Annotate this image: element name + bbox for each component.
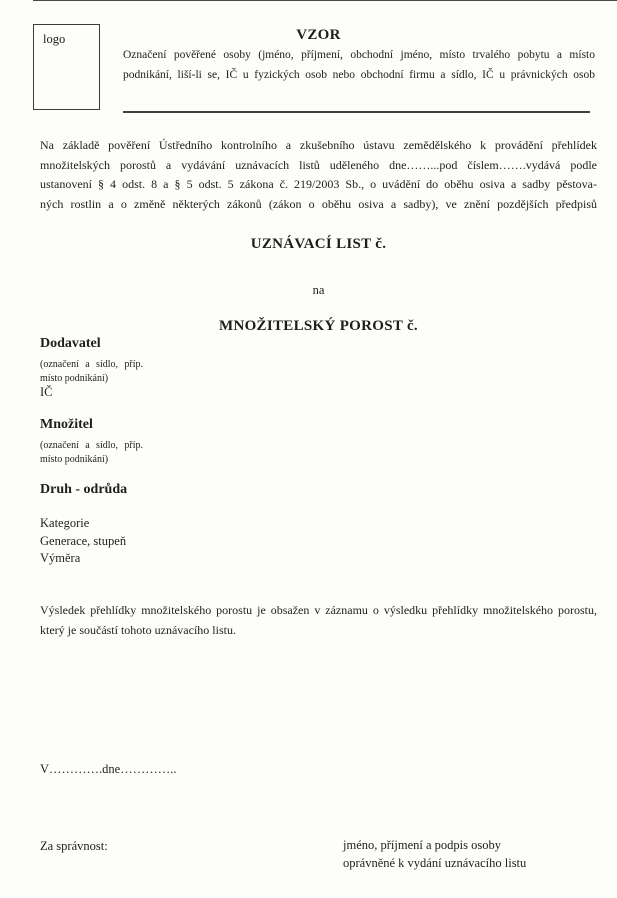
supplier-note-line: místo podnikání) <box>40 372 109 384</box>
generation-grade-label: Generace, stupeň <box>40 534 127 548</box>
result-line: který je součástí tohoto uznávacího listu. <box>40 622 236 637</box>
header-divider <box>123 111 590 113</box>
certificate-title: UZNÁVACÍ LIST č. <box>250 236 387 252</box>
place-date-line: V………….dne………….. <box>40 762 177 776</box>
signatory-line: jméno, příjmení a podpis osoby <box>343 838 501 852</box>
intro-line: ustanovení § 4 odst. 8 a § 5 odst. 5 zákona č. 219/2003 Sb., o uvádění do oběhu osiva a sadby pěstova- <box>40 177 597 191</box>
intro-line: Na základě pověření Ústředního kontrolního a zkušebního ústavu zemědělského k provádění přehlídek <box>40 138 597 152</box>
grower-note-line: místo podnikání) <box>40 453 109 465</box>
signatory-line: oprávněné k vydání uznávacího listu <box>343 855 527 870</box>
title-connector: na <box>312 283 325 297</box>
supplier-note-line: (označení a sídlo, příp. <box>40 359 143 370</box>
intro-line: množitelských porostů a vydávání uznávacích listů uděleného dne……...pod číslem…….vydává podle <box>40 157 597 172</box>
grower-label: Množitel <box>40 417 93 432</box>
scan-artifact-line <box>33 0 617 1</box>
signatory-block <box>343 837 526 872</box>
description-line: Označení pověřené osoby (jméno, příjmení, obchodní jméno, místo trvalého pobytu a místo <box>123 49 595 61</box>
result-paragraph <box>40 601 597 640</box>
authorized-person-description <box>123 45 595 85</box>
grower-note <box>40 439 143 466</box>
sample-title: VZOR <box>296 27 341 43</box>
logo-label: logo <box>43 32 66 46</box>
species-variety-label: Druh - odrůda <box>40 482 128 497</box>
intro-paragraph <box>40 136 597 214</box>
correctness-label: Za správnost: <box>40 839 108 853</box>
supplier-ic-label: IČ <box>40 385 53 399</box>
supplier-note <box>40 358 143 385</box>
grower-note-line: (označení a sídlo, příp. <box>40 440 143 451</box>
propagation-stand-title: MNOŽITELSKÝ POROST č. <box>219 318 418 334</box>
intro-line: ných rostlin a o změně některých zákonů (zákon o oběhu osiva a sadby), ve znění pozdějších předpisů <box>40 196 597 211</box>
result-line: Výsledek přehlídky množitelského porostu je obsažen v záznamu o výsledku přehlídky množitelského porostu, <box>40 603 597 617</box>
category-label: Kategorie <box>40 516 90 530</box>
description-line: podnikání, liší-li se, IČ u fyzických osob nebo obchodní firmu a sídlo, IČ u právnických osob <box>123 69 595 81</box>
supplier-label: Dodavatel <box>40 336 101 351</box>
area-label: Výměra <box>40 551 81 565</box>
